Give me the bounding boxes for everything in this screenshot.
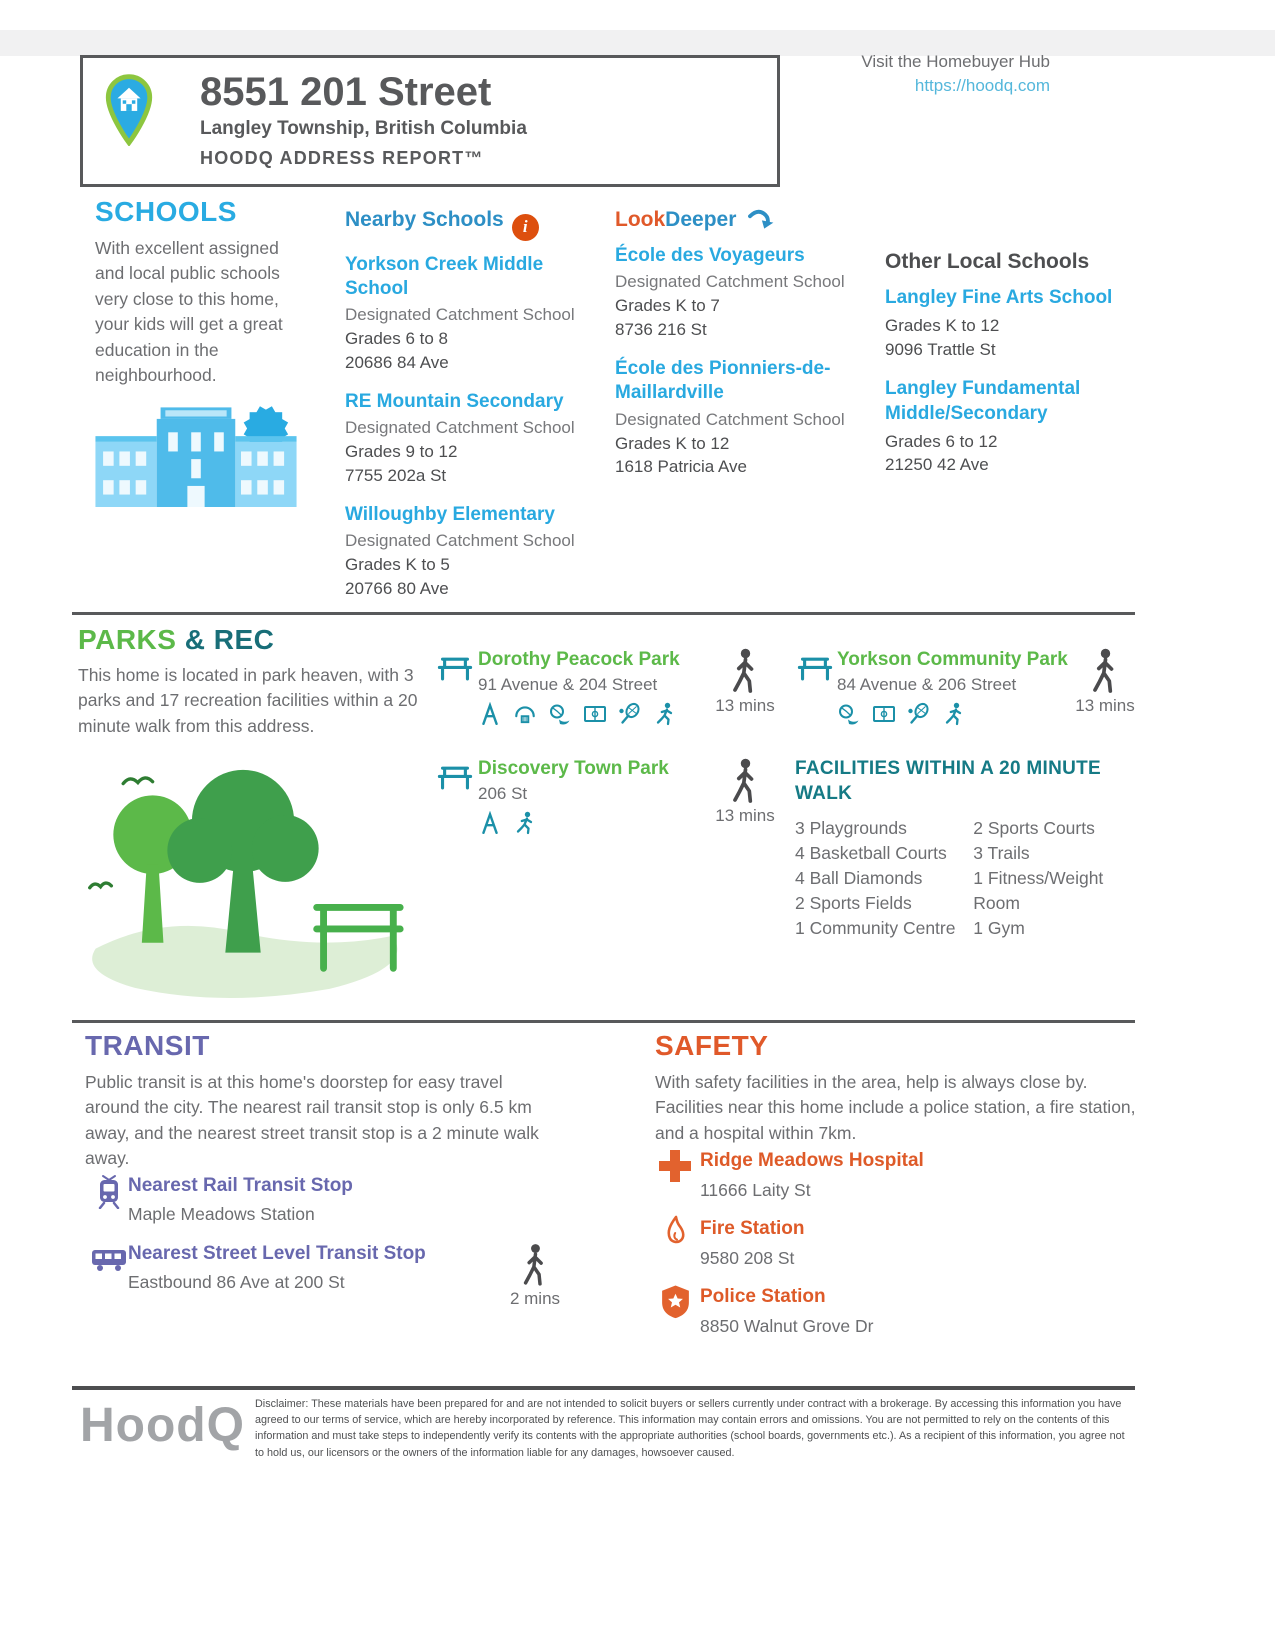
runner-icon [653,702,677,726]
safety-item-name: Fire Station [700,1218,805,1239]
school-name: Langley Fundamental Middle/Secondary [885,378,1081,424]
facility-item: 3 Playgrounds [795,818,907,839]
walk-time [500,1243,570,1309]
park-address: 91 Avenue & 204 Street [478,674,658,694]
walk-minutes: 13 mins [715,696,775,715]
section-divider [72,612,1135,615]
school-entry [345,503,593,600]
runner-icon [513,811,537,835]
disclaimer-text: Disclaimer: These materials have been prepared for and are not intended to solicit buyers or sellers currently under contract with a brokerage. By accessing this information you have agreed to our terms of service, which are hereby incorporated by reference. This information may contain errors and omissions. You are not permitted to rely on the contents of this information and must take steps to independently verify its contents with the appropriate authorities (school boards, governments etc.). As a recipient of this information, you agree not to hold us, our licensors or the owners of the information liable for any damages, howsoever caused. [255,1398,1125,1459]
parks-heading-rec: & REC [184,624,275,655]
top-band [0,30,1275,56]
school-address: 21250 42 Ave [885,455,989,475]
lookdeeper-column [615,208,867,495]
facilities-column-1 [795,816,973,940]
safety-item-address: 9580 208 St [700,1248,795,1268]
bench-icon [797,655,833,682]
park-entry [837,648,1077,726]
slide-icon [478,811,502,835]
facility-item: 4 Basketball Courts [795,843,947,864]
safety-heading: SAFETY [655,1030,769,1061]
hospital-cross-icon [657,1148,693,1184]
tennis-racquet-icon [907,702,931,726]
safety-item-address: 8850 Walnut Grove Dr [700,1316,874,1336]
walking-person-icon [519,1243,551,1287]
park-entry [478,648,718,726]
facility-item: 4 Ball Diamonds [795,868,923,889]
school-name: RE Mountain Secondary [345,390,564,412]
park-name: Yorkson Community Park [837,649,1068,670]
parks-heading [78,624,274,656]
walk-minutes: 13 mins [715,806,775,825]
park-illustration [76,740,410,1006]
walk-minutes: 13 mins [1075,696,1135,715]
facility-item: 1 Gym [973,917,1025,938]
rail-stop-label: Nearest Rail Transit Stop [128,1175,353,1196]
parks-intro: This home is located in park heaven, with 3 parks and 17 recreation facilities within a 20 minute walk from this address. [78,665,418,736]
footer-divider [72,1386,1135,1390]
school-entry [615,357,867,478]
walk-time [1070,648,1140,716]
train-icon [95,1172,123,1209]
ball-sport-icon [837,702,861,726]
school-grades: Grades 6 to 8 [345,329,449,349]
nearby-schools-heading-text: Nearby Schools [345,208,504,231]
facilities-heading: FACILITIES WITHIN A 20 MINUTE WALK [795,758,1102,804]
park-name: Discovery Town Park [478,758,669,779]
school-address: 9096 Trattle St [885,339,996,359]
facilities-block [795,757,1130,941]
park-facility-icons [837,702,1077,726]
transit-intro: Public transit is at this home's doorstep for easy travel around the city. The nearest rail transit stop is only 6.5 km away, and the nearest street transit stop is a 2 minute walk away. [85,1072,539,1169]
park-facility-icons [478,811,718,835]
page-title-address: 8551 201 Street [200,70,492,114]
walk-minutes: 2 mins [509,1289,561,1308]
hoodq-link[interactable]: https://hoodq.com [914,76,1050,95]
homebuyer-hub-block [760,52,1050,96]
school-entry [615,244,867,341]
walking-person-icon [1088,648,1122,694]
facility-item: 3 Trails [973,843,1030,864]
other-schools-heading: Other Local Schools [885,250,1090,273]
school-name: École des Pionniers-de-Maillardville [615,358,831,404]
walk-time [710,758,780,826]
park-name: Dorothy Peacock Park [478,649,680,670]
school-grades: Grades K to 12 [885,316,1000,336]
facilities-lists [795,816,1130,940]
walk-time [710,648,780,716]
address-locality: Langley Township, British Columbia [200,118,527,139]
facility-item: 1 Community Centre [795,917,956,938]
ball-sport-icon [548,702,572,726]
police-shield-icon [660,1284,691,1319]
school-address: 20766 80 Ave [345,578,449,598]
tennis-racquet-icon [618,702,642,726]
safety-item-name: Police Station [700,1286,826,1307]
facility-item: 1 Fitness/Weight Room [973,868,1104,913]
school-address: 1618 Patricia Ave [615,457,747,477]
bench-icon [437,764,473,791]
flame-icon [663,1215,688,1249]
lookdeeper-look-text: Look [615,208,666,231]
schools-heading: SCHOOLS [95,196,237,227]
visit-hub-text: Visit the Homebuyer Hub [861,52,1050,71]
school-name: École des Voyageurs [615,245,805,266]
curved-arrow-icon [748,208,774,230]
school-grades: Grades 6 to 12 [885,431,998,451]
school-entry [345,253,593,374]
street-stop-value: Eastbound 86 Ave at 200 St [128,1272,345,1292]
facility-item: 2 Sports Courts [973,818,1095,839]
school-entry [885,377,1147,477]
section-divider [72,1020,1135,1023]
bus-icon [90,1247,128,1273]
school-type: Designated Catchment School [615,409,845,429]
school-building-illustration [95,394,297,507]
walking-person-icon [728,648,762,694]
sports-field-icon [583,702,607,726]
school-type: Designated Catchment School [345,531,575,551]
school-address: 8736 216 St [615,319,707,339]
school-name: Yorkson Creek Middle School [345,253,544,299]
walking-person-icon [728,758,762,804]
safety-item-address: 11666 Laity St [700,1180,811,1200]
basketball-hoop-icon [513,702,537,726]
facility-item: 2 Sports Fields [795,892,912,913]
school-grades: Grades K to 5 [345,555,450,575]
facilities-column-2 [973,816,1130,940]
slide-icon [478,702,502,726]
street-stop-label: Nearest Street Level Transit Stop [128,1243,426,1264]
bench-icon [437,655,473,682]
other-schools-column [885,250,1147,493]
sports-field-icon [872,702,896,726]
school-type: Designated Catchment School [345,305,575,325]
safety-item-name: Ridge Meadows Hospital [700,1150,924,1171]
school-grades: Grades 9 to 12 [345,442,458,462]
school-address: 7755 202a St [345,465,447,485]
rail-stop-value: Maple Meadows Station [128,1204,315,1224]
report-type-label: HOODQ ADDRESS REPORT™ [200,148,484,168]
info-icon[interactable]: i [512,214,539,241]
school-entry [345,390,593,487]
park-entry [478,757,718,835]
school-entry [885,286,1147,361]
school-address: 20686 84 Ave [345,352,449,372]
school-type: Designated Catchment School [345,418,575,438]
school-type: Designated Catchment School [615,272,845,292]
school-name: Willoughby Elementary [345,504,555,526]
nearby-schools-column [345,208,593,616]
runner-icon [942,702,966,726]
school-grades: Grades K to 7 [615,296,720,316]
nearby-schools-heading [345,208,593,241]
parks-heading-parks: PARKS [78,624,177,655]
school-name: Langley Fine Arts School [885,287,1113,308]
park-facility-icons [478,702,718,726]
schools-intro: With excellent assigned and local public schools very close to this home, your kids will get a great education in the neighbourhood. [95,238,283,385]
hoodq-logo: HoodQ [80,1399,245,1452]
park-address: 84 Avenue & 206 Street [837,674,1017,694]
lookdeeper-deeper-text: Deeper [665,208,737,231]
park-address: 206 St [478,783,528,803]
transit-heading: TRANSIT [85,1030,210,1061]
safety-intro: With safety facilities in the area, help is always close by. Facilities near this home include a police station, a fire station, and a hospital within 7km. [655,1072,1136,1143]
lookdeeper-heading [615,208,867,232]
school-grades: Grades K to 12 [615,433,730,453]
location-pin-icon [102,72,156,146]
